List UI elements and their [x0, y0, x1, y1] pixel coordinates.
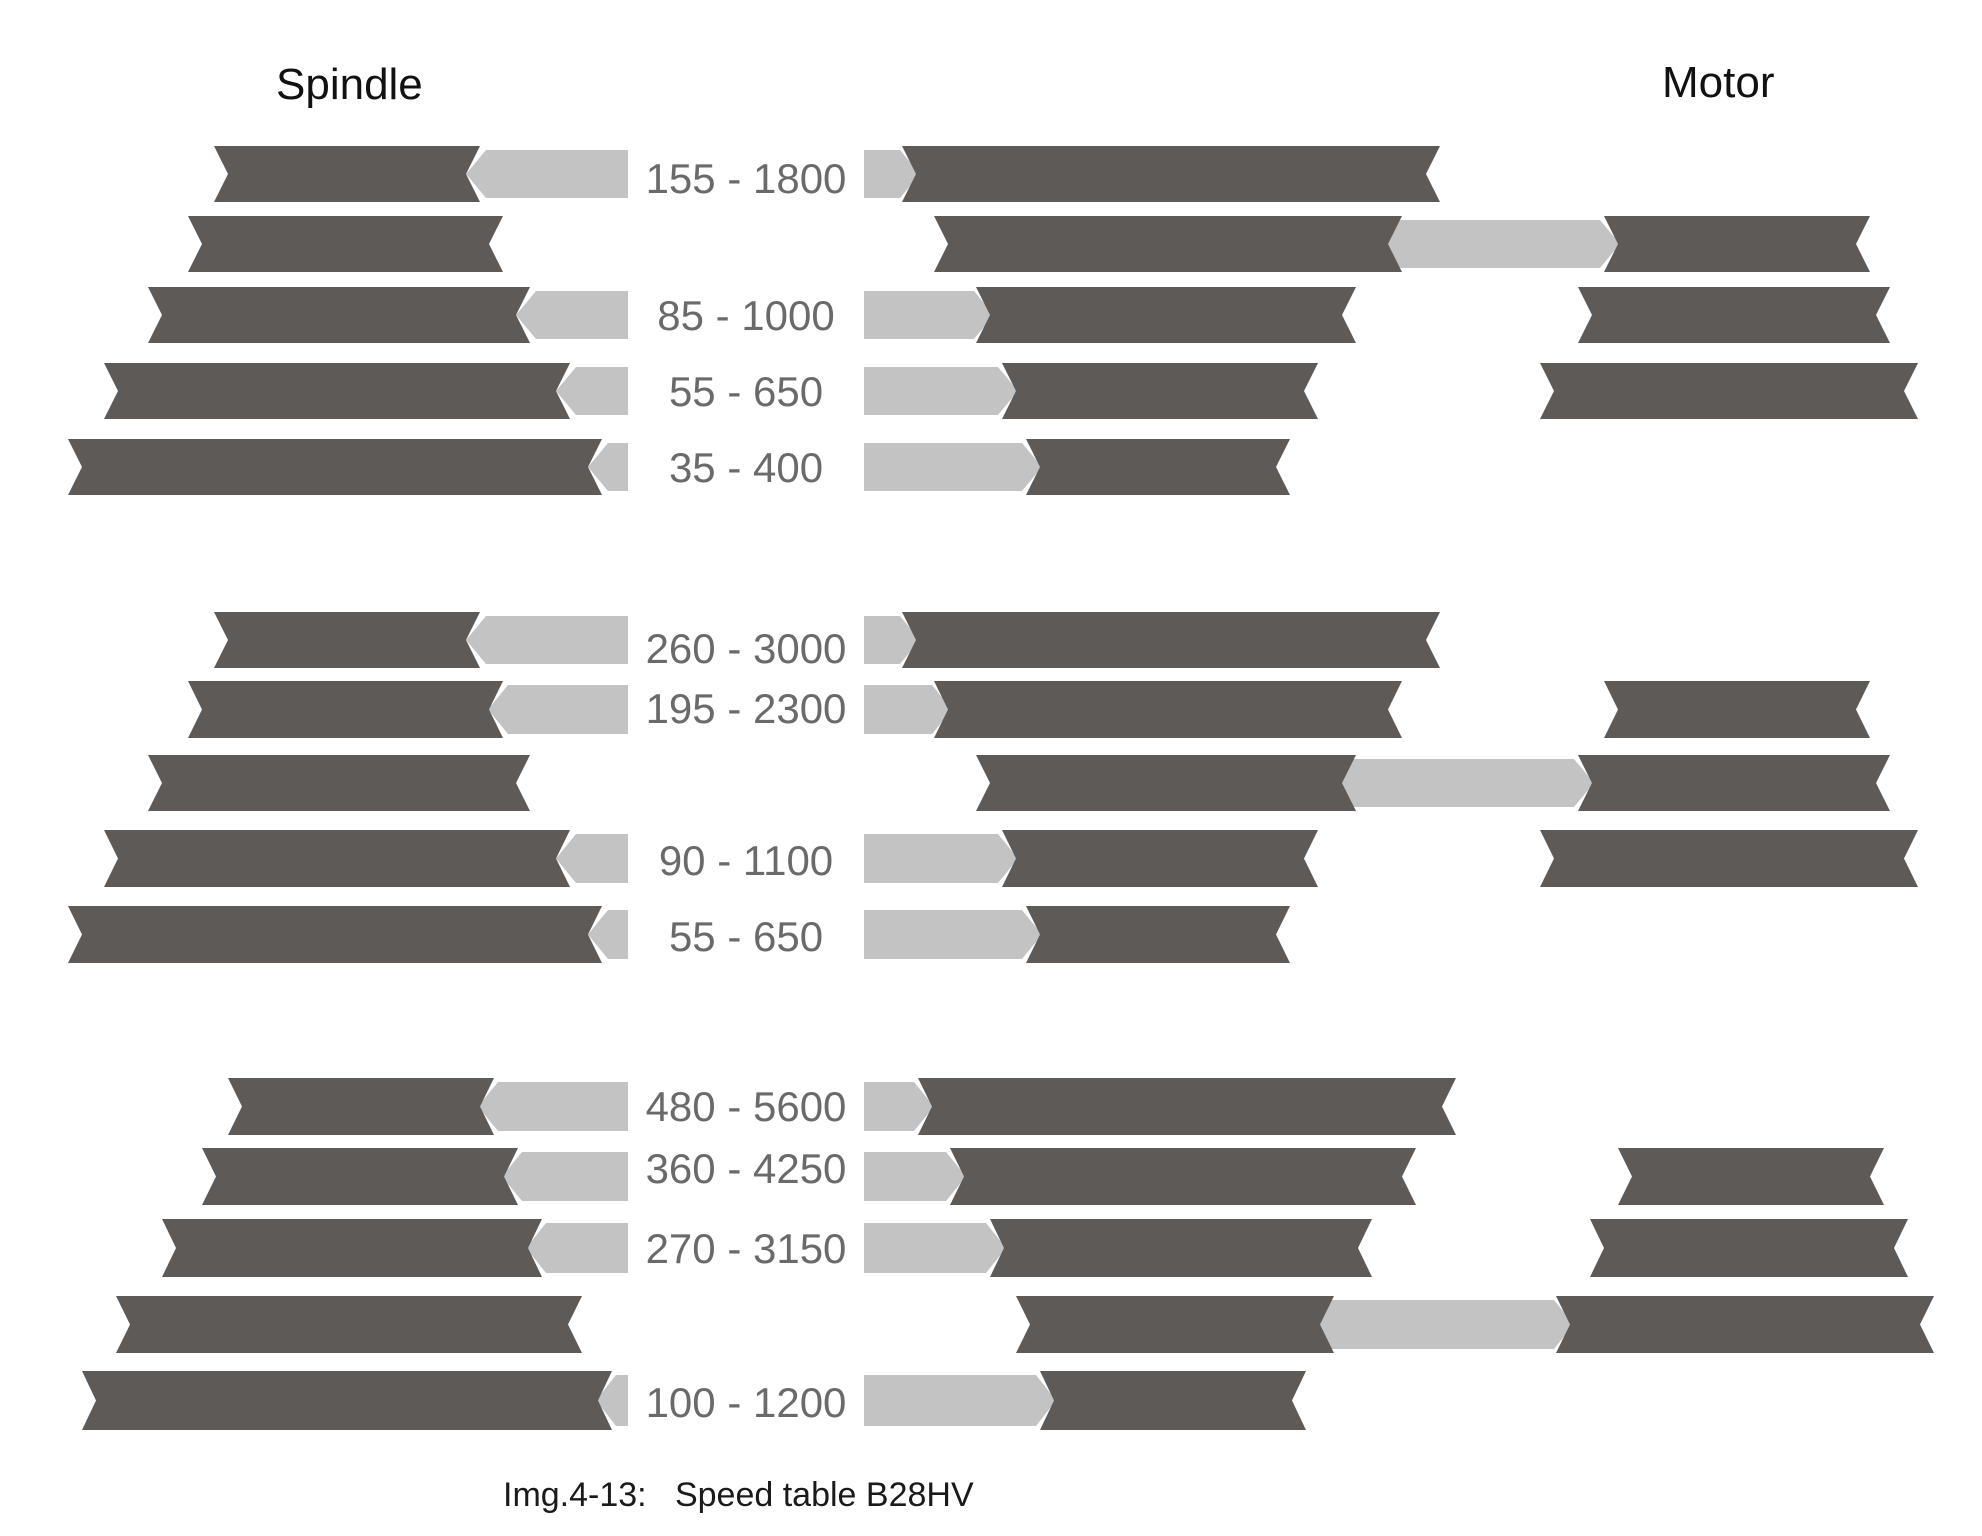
speed-label: 360 - 4250: [645, 1145, 847, 1192]
figure-caption: Img.4-13: Speed table B28HV: [503, 1476, 974, 1514]
spindle-arrow: [516, 291, 628, 339]
intermediate-gear: [1002, 830, 1318, 887]
spindle-arrow: [466, 150, 628, 198]
motor-arrow: [864, 685, 952, 734]
intermediate-gear: [950, 1148, 1416, 1205]
motor-header: Motor: [1662, 58, 1775, 107]
motor-gear: [1604, 681, 1870, 738]
spindle-arrow: [502, 1152, 628, 1201]
spindle-gear: [188, 216, 503, 272]
speed-label: 90 - 1100: [658, 837, 834, 884]
motor-arrow: [864, 910, 1042, 959]
motor-gear: [1618, 1148, 1884, 1205]
spindle-arrow: [488, 685, 628, 734]
speed-label: 195 - 2300: [645, 685, 847, 732]
spindle-gear: [82, 1371, 612, 1430]
motor-arrow: [864, 443, 1042, 491]
motor-gear: [1604, 216, 1870, 272]
spindle-arrow: [526, 1223, 628, 1273]
spindle-gear: [148, 755, 530, 811]
motor-arrow: [864, 1223, 1006, 1273]
speed-label: 55 - 650: [668, 368, 824, 415]
motor-gear: [1540, 830, 1918, 887]
belt-arrow: [1340, 759, 1594, 807]
motor-arrow: [864, 834, 1018, 883]
speed-label: 260 - 3000: [645, 625, 847, 672]
intermediate-gear: [1026, 906, 1290, 963]
spindle-gear: [68, 906, 602, 963]
spindle-arrow: [466, 616, 628, 664]
spindle-gear: [68, 439, 602, 495]
spindle-arrow: [556, 834, 628, 883]
speed-label: 480 - 5600: [645, 1083, 847, 1130]
intermediate-gear: [1002, 363, 1318, 419]
intermediate-gear: [990, 1219, 1372, 1277]
motor-arrow: [864, 1152, 966, 1201]
intermediate-gear: [1026, 439, 1290, 495]
belt-arrow: [1318, 1300, 1574, 1349]
spindle-gear: [116, 1296, 582, 1353]
belt-arrow: [1386, 220, 1620, 268]
spindle-gear: [214, 146, 480, 202]
speed-label: 35 - 400: [668, 444, 824, 491]
spindle-gear: [104, 830, 570, 887]
motor-gear: [1578, 287, 1890, 343]
motor-gear: [1556, 1296, 1934, 1353]
motor-gear: [1540, 363, 1918, 419]
intermediate-gear: [976, 755, 1356, 811]
motor-gear: [1578, 755, 1890, 811]
speed-label: 100 - 1200: [645, 1379, 847, 1426]
spindle-arrow: [556, 367, 628, 415]
spindle-gear: [188, 681, 503, 738]
spindle-gear: [148, 287, 530, 343]
spindle-gear: [162, 1219, 542, 1277]
motor-arrow: [864, 1082, 934, 1131]
intermediate-gear: [976, 287, 1356, 343]
speed-label: 55 - 650: [668, 913, 824, 960]
motor-arrow: [864, 367, 1018, 415]
spindle-header: Spindle: [276, 60, 423, 109]
intermediate-gear: [902, 612, 1440, 668]
intermediate-gear: [934, 681, 1402, 738]
intermediate-gear: [918, 1078, 1456, 1135]
motor-arrow: [864, 291, 994, 339]
speed-label: 85 - 1000: [657, 292, 835, 339]
speed-label: 270 - 3150: [645, 1225, 847, 1272]
motor-arrow: [864, 1375, 1056, 1426]
speed-label: 155 - 1800: [645, 155, 847, 202]
intermediate-gear: [934, 216, 1402, 272]
intermediate-gear: [1040, 1371, 1306, 1430]
spindle-arrow: [478, 1082, 628, 1131]
spindle-gear: [214, 612, 480, 668]
spindle-gear: [104, 363, 570, 419]
spindle-gear: [202, 1148, 518, 1205]
spindle-gear: [228, 1078, 494, 1135]
intermediate-gear: [902, 146, 1440, 202]
motor-gear: [1590, 1219, 1908, 1277]
intermediate-gear: [1016, 1296, 1334, 1353]
